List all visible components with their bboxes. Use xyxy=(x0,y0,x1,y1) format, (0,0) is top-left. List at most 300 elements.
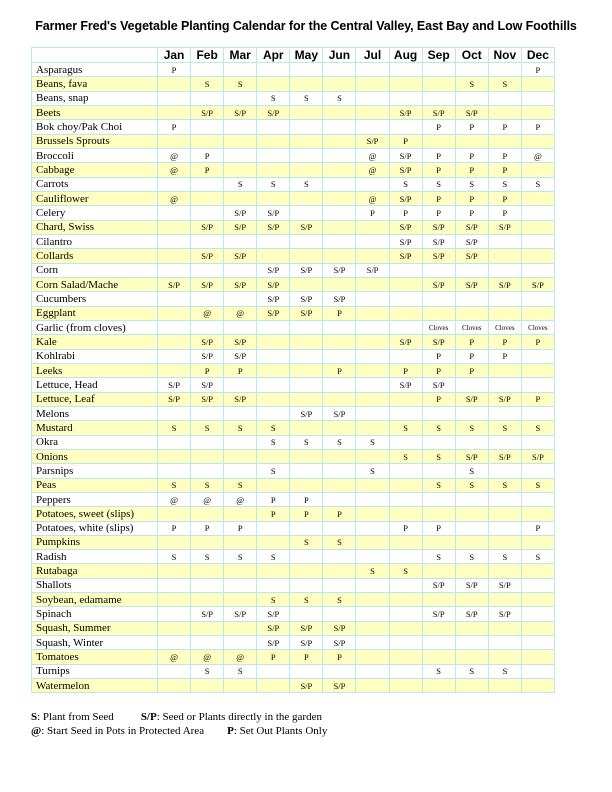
planting-cell xyxy=(323,349,356,363)
planting-cell: S xyxy=(257,593,290,607)
planting-cell: S xyxy=(455,478,488,492)
planting-cell xyxy=(158,464,191,478)
planting-cell xyxy=(356,535,389,549)
vegetable-name: Kale xyxy=(32,335,158,349)
planting-cell: @ xyxy=(158,650,191,664)
planting-cell xyxy=(323,63,356,77)
planting-cell xyxy=(389,550,422,564)
planting-cell: P xyxy=(389,134,422,148)
planting-cell xyxy=(323,220,356,234)
planting-cell xyxy=(224,679,257,693)
planting-cell: P xyxy=(356,206,389,220)
planting-cell xyxy=(257,163,290,177)
planting-cell: P xyxy=(455,191,488,205)
planting-cell xyxy=(224,464,257,478)
planting-calendar-table xyxy=(31,47,555,693)
planting-cell xyxy=(356,234,389,248)
vegetable-name: Pumpkins xyxy=(32,535,158,549)
planting-cell xyxy=(224,148,257,162)
planting-cell: S xyxy=(323,435,356,449)
planting-cell xyxy=(521,607,554,621)
planting-cell xyxy=(422,134,455,148)
planting-cell xyxy=(356,320,389,334)
planting-cell: S xyxy=(191,478,224,492)
planting-cell xyxy=(191,578,224,592)
planting-cell xyxy=(389,492,422,506)
planting-cell: @ xyxy=(158,163,191,177)
planting-cell: P xyxy=(389,521,422,535)
table-row xyxy=(32,578,555,592)
planting-cell xyxy=(455,63,488,77)
month-header-row xyxy=(32,48,555,63)
planting-cell xyxy=(323,578,356,592)
vegetable-name: Asparagus xyxy=(32,63,158,77)
planting-cell xyxy=(488,363,521,377)
planting-cell: S/P xyxy=(290,263,323,277)
page-title: Farmer Fred's Vegetable Planting Calendar for the Central Valley, East Bay and Low Foothills xyxy=(35,19,577,33)
planting-cell: S/P xyxy=(323,636,356,650)
planting-cell xyxy=(158,234,191,248)
planting-cell: P xyxy=(488,191,521,205)
planting-cell xyxy=(191,206,224,220)
planting-cell: P xyxy=(521,63,554,77)
planting-cell xyxy=(521,191,554,205)
planting-cell xyxy=(455,679,488,693)
table-row xyxy=(32,363,555,377)
planting-cell: S/P xyxy=(323,406,356,420)
planting-cell: P xyxy=(224,521,257,535)
planting-cell xyxy=(191,406,224,420)
planting-cell xyxy=(224,292,257,306)
header-corner xyxy=(32,48,158,63)
planting-cell xyxy=(158,335,191,349)
planting-cell xyxy=(422,507,455,521)
planting-cell xyxy=(158,449,191,463)
planting-cell xyxy=(389,263,422,277)
planting-cell: S/P xyxy=(389,163,422,177)
planting-cell: P xyxy=(257,492,290,506)
planting-cell xyxy=(191,636,224,650)
planting-cell: S/P xyxy=(323,679,356,693)
planting-cell: S/P xyxy=(224,206,257,220)
planting-cell xyxy=(356,77,389,91)
planting-cell: S/P xyxy=(290,220,323,234)
planting-cell xyxy=(290,421,323,435)
planting-cell: P xyxy=(455,148,488,162)
planting-cell: P xyxy=(158,521,191,535)
planting-cell: S xyxy=(290,535,323,549)
table-row xyxy=(32,77,555,91)
table-row xyxy=(32,406,555,420)
planting-cell xyxy=(356,392,389,406)
planting-cell xyxy=(356,664,389,678)
planting-cell xyxy=(224,320,257,334)
planting-cell xyxy=(158,263,191,277)
planting-cell xyxy=(488,234,521,248)
planting-cell xyxy=(455,636,488,650)
planting-cell xyxy=(290,206,323,220)
planting-cell xyxy=(257,449,290,463)
month-header: Feb xyxy=(191,48,224,63)
month-header: Jun xyxy=(323,48,356,63)
planting-cell: S xyxy=(323,593,356,607)
planting-cell: S/P xyxy=(323,263,356,277)
planting-cell xyxy=(290,320,323,334)
legend-line-2 xyxy=(31,725,327,737)
planting-cell: @ xyxy=(224,306,257,320)
planting-cell xyxy=(521,163,554,177)
planting-cell xyxy=(158,177,191,191)
planting-cell: S/P xyxy=(290,679,323,693)
table-row xyxy=(32,478,555,492)
planting-cell xyxy=(257,234,290,248)
planting-cell xyxy=(422,306,455,320)
planting-cell: S xyxy=(323,535,356,549)
planting-cell xyxy=(158,292,191,306)
planting-cell xyxy=(224,63,257,77)
legend-line-1 xyxy=(31,711,322,723)
planting-cell xyxy=(323,521,356,535)
planting-cell xyxy=(158,77,191,91)
planting-cell xyxy=(422,406,455,420)
planting-cell: S xyxy=(158,550,191,564)
planting-cell xyxy=(356,550,389,564)
planting-cell: S/P xyxy=(191,392,224,406)
planting-cell xyxy=(389,406,422,420)
planting-cell: P xyxy=(290,507,323,521)
planting-cell xyxy=(191,63,224,77)
table-row xyxy=(32,507,555,521)
planting-cell: P xyxy=(191,148,224,162)
planting-cell xyxy=(455,263,488,277)
planting-cell xyxy=(290,277,323,291)
planting-cell xyxy=(488,378,521,392)
planting-cell xyxy=(488,63,521,77)
planting-cell xyxy=(488,91,521,105)
planting-cell xyxy=(158,306,191,320)
planting-cell xyxy=(422,435,455,449)
planting-cell xyxy=(323,105,356,119)
planting-cell xyxy=(257,120,290,134)
planting-cell xyxy=(455,306,488,320)
planting-cell xyxy=(323,421,356,435)
planting-cell: S/P xyxy=(422,105,455,119)
planting-cell xyxy=(488,406,521,420)
planting-cell xyxy=(356,292,389,306)
planting-cell xyxy=(521,249,554,263)
planting-cell: S/P xyxy=(455,607,488,621)
planting-cell: P xyxy=(488,120,521,134)
planting-cell xyxy=(257,406,290,420)
vegetable-name: Garlic (from cloves) xyxy=(32,320,158,334)
planting-cell xyxy=(521,435,554,449)
planting-cell xyxy=(389,607,422,621)
planting-cell xyxy=(323,277,356,291)
planting-cell xyxy=(158,607,191,621)
planting-cell: S/P xyxy=(422,220,455,234)
planting-cell: S/P xyxy=(191,249,224,263)
planting-cell: P xyxy=(224,363,257,377)
planting-cell xyxy=(356,177,389,191)
table-row xyxy=(32,564,555,578)
planting-cell xyxy=(422,263,455,277)
planting-cell xyxy=(158,564,191,578)
planting-cell xyxy=(158,363,191,377)
planting-cell xyxy=(521,564,554,578)
vegetable-name: Lettuce, Leaf xyxy=(32,392,158,406)
planting-cell xyxy=(323,320,356,334)
planting-cell xyxy=(356,492,389,506)
table-row xyxy=(32,607,555,621)
planting-cell: S/P xyxy=(389,234,422,248)
planting-cell xyxy=(488,521,521,535)
planting-cell xyxy=(356,249,389,263)
planting-cell xyxy=(422,621,455,635)
planting-cell: S xyxy=(191,77,224,91)
planting-cell xyxy=(488,306,521,320)
planting-cell xyxy=(455,621,488,635)
month-header: Nov xyxy=(488,48,521,63)
planting-cell: P xyxy=(323,650,356,664)
planting-cell xyxy=(389,593,422,607)
planting-cell xyxy=(290,349,323,363)
table-row xyxy=(32,435,555,449)
planting-cell xyxy=(290,564,323,578)
planting-cell xyxy=(323,134,356,148)
planting-cell xyxy=(356,63,389,77)
planting-cell xyxy=(191,679,224,693)
vegetable-name: Watermelon xyxy=(32,679,158,693)
planting-cell: Cloves xyxy=(455,320,488,334)
planting-cell xyxy=(521,406,554,420)
planting-cell: @ xyxy=(158,191,191,205)
planting-cell xyxy=(455,134,488,148)
planting-cell: S/P xyxy=(422,249,455,263)
planting-cell: S/P xyxy=(455,234,488,248)
planting-cell: S/P xyxy=(191,378,224,392)
planting-cell xyxy=(356,277,389,291)
vegetable-name: Potatoes, sweet (slips) xyxy=(32,507,158,521)
planting-cell: P xyxy=(422,349,455,363)
planting-cell xyxy=(389,664,422,678)
planting-cell: S/P xyxy=(290,306,323,320)
planting-cell xyxy=(290,363,323,377)
planting-cell: S xyxy=(488,421,521,435)
vegetable-name: Bok choy/Pak Choi xyxy=(32,120,158,134)
planting-cell xyxy=(455,435,488,449)
planting-cell xyxy=(158,593,191,607)
planting-cell xyxy=(488,492,521,506)
planting-cell: S/P xyxy=(521,449,554,463)
vegetable-name: Collards xyxy=(32,249,158,263)
planting-cell xyxy=(389,578,422,592)
planting-cell: S xyxy=(257,177,290,191)
planting-cell xyxy=(521,664,554,678)
planting-cell xyxy=(389,464,422,478)
planting-cell xyxy=(323,550,356,564)
month-header: May xyxy=(290,48,323,63)
planting-cell xyxy=(488,292,521,306)
table-row xyxy=(32,521,555,535)
planting-cell xyxy=(356,449,389,463)
table-row xyxy=(32,177,555,191)
planting-cell: @ xyxy=(191,306,224,320)
planting-cell: P xyxy=(521,120,554,134)
planting-cell xyxy=(290,77,323,91)
planting-cell xyxy=(323,564,356,578)
planting-cell: Cloves xyxy=(488,320,521,334)
planting-cell: S xyxy=(356,435,389,449)
planting-cell xyxy=(158,320,191,334)
planting-cell xyxy=(290,191,323,205)
table-row xyxy=(32,550,555,564)
planting-cell: S xyxy=(224,664,257,678)
planting-cell: S xyxy=(257,464,290,478)
vegetable-name: Kohlrabi xyxy=(32,349,158,363)
planting-cell: S xyxy=(224,421,257,435)
legend-seed-text: : Plant from Seed xyxy=(37,711,114,723)
planting-cell: S/P xyxy=(356,134,389,148)
table-row xyxy=(32,91,555,105)
planting-cell xyxy=(290,105,323,119)
planting-cell: S/P xyxy=(290,621,323,635)
planting-cell: P xyxy=(521,392,554,406)
planting-cell xyxy=(488,507,521,521)
planting-cell xyxy=(422,535,455,549)
vegetable-name: Beans, snap xyxy=(32,91,158,105)
planting-cell: P xyxy=(455,335,488,349)
legend-seed-key: S xyxy=(31,711,38,723)
planting-cell: S/P xyxy=(224,607,257,621)
planting-cell xyxy=(422,91,455,105)
planting-cell xyxy=(257,335,290,349)
planting-cell: S/P xyxy=(488,392,521,406)
planting-cell xyxy=(323,163,356,177)
planting-cell: S xyxy=(488,664,521,678)
planting-cell xyxy=(191,464,224,478)
planting-cell: P xyxy=(422,392,455,406)
planting-cell: S xyxy=(455,77,488,91)
planting-cell xyxy=(356,478,389,492)
planting-cell: P xyxy=(158,63,191,77)
planting-cell: S xyxy=(158,421,191,435)
planting-cell xyxy=(521,263,554,277)
planting-cell: P xyxy=(191,163,224,177)
planting-cell xyxy=(158,621,191,635)
planting-cell: S/P xyxy=(455,105,488,119)
planting-cell xyxy=(290,163,323,177)
table-row xyxy=(32,263,555,277)
planting-cell xyxy=(323,478,356,492)
month-header: Sep xyxy=(422,48,455,63)
planting-cell xyxy=(521,220,554,234)
planting-cell xyxy=(290,578,323,592)
planting-cell: S/P xyxy=(323,621,356,635)
planting-cell: S xyxy=(455,177,488,191)
planting-cell xyxy=(521,91,554,105)
planting-cell: P xyxy=(191,363,224,377)
vegetable-name: Eggplant xyxy=(32,306,158,320)
vegetable-name: Potatoes, white (slips) xyxy=(32,521,158,535)
planting-cell xyxy=(224,120,257,134)
vegetable-name: Shallots xyxy=(32,578,158,592)
table-row xyxy=(32,664,555,678)
planting-cell xyxy=(422,636,455,650)
planting-cell: S/P xyxy=(191,335,224,349)
planting-cell: S/P xyxy=(158,378,191,392)
planting-cell: P xyxy=(290,650,323,664)
planting-cell xyxy=(389,435,422,449)
table-row xyxy=(32,650,555,664)
table-row xyxy=(32,492,555,506)
planting-cell: S/P xyxy=(389,191,422,205)
planting-cell xyxy=(521,679,554,693)
planting-cell xyxy=(389,478,422,492)
planting-cell xyxy=(389,292,422,306)
vegetable-name: Parsnips xyxy=(32,464,158,478)
planting-cell: P xyxy=(488,163,521,177)
planting-cell: P xyxy=(422,120,455,134)
planting-cell: S/P xyxy=(290,292,323,306)
planting-cell xyxy=(158,507,191,521)
table-row xyxy=(32,392,555,406)
planting-cell: S/P xyxy=(257,636,290,650)
planting-cell: P xyxy=(488,335,521,349)
planting-cell xyxy=(488,435,521,449)
planting-cell xyxy=(521,292,554,306)
planting-cell xyxy=(290,234,323,248)
planting-cell: P xyxy=(422,148,455,162)
planting-cell: P xyxy=(455,163,488,177)
planting-cell: S xyxy=(521,177,554,191)
planting-cell xyxy=(389,277,422,291)
planting-cell: P xyxy=(290,492,323,506)
planting-cell xyxy=(191,134,224,148)
planting-cell xyxy=(224,91,257,105)
planting-cell: P xyxy=(323,363,356,377)
table-row xyxy=(32,148,555,162)
planting-cell xyxy=(356,335,389,349)
planting-cell xyxy=(521,578,554,592)
vegetable-name: Beans, fava xyxy=(32,77,158,91)
planting-cell xyxy=(224,234,257,248)
planting-cell: S/P xyxy=(389,105,422,119)
planting-cell: @ xyxy=(191,650,224,664)
planting-cell xyxy=(224,191,257,205)
planting-cell xyxy=(389,77,422,91)
vegetable-name: Onions xyxy=(32,449,158,463)
planting-cell xyxy=(191,320,224,334)
planting-cell: P xyxy=(422,191,455,205)
planting-cell xyxy=(290,550,323,564)
planting-cell: S/P xyxy=(257,292,290,306)
planting-cell xyxy=(389,535,422,549)
planting-cell: S/P xyxy=(455,277,488,291)
planting-cell: S xyxy=(455,550,488,564)
planting-cell: S/P xyxy=(224,392,257,406)
planting-cell xyxy=(521,464,554,478)
planting-cell xyxy=(488,263,521,277)
planting-cell: S/P xyxy=(224,349,257,363)
planting-cell: S/P xyxy=(488,607,521,621)
planting-cell: S xyxy=(488,478,521,492)
planting-cell xyxy=(521,378,554,392)
planting-cell xyxy=(323,492,356,506)
planting-cell xyxy=(158,249,191,263)
table-row xyxy=(32,105,555,119)
planting-cell: P xyxy=(455,120,488,134)
planting-cell: S xyxy=(455,664,488,678)
